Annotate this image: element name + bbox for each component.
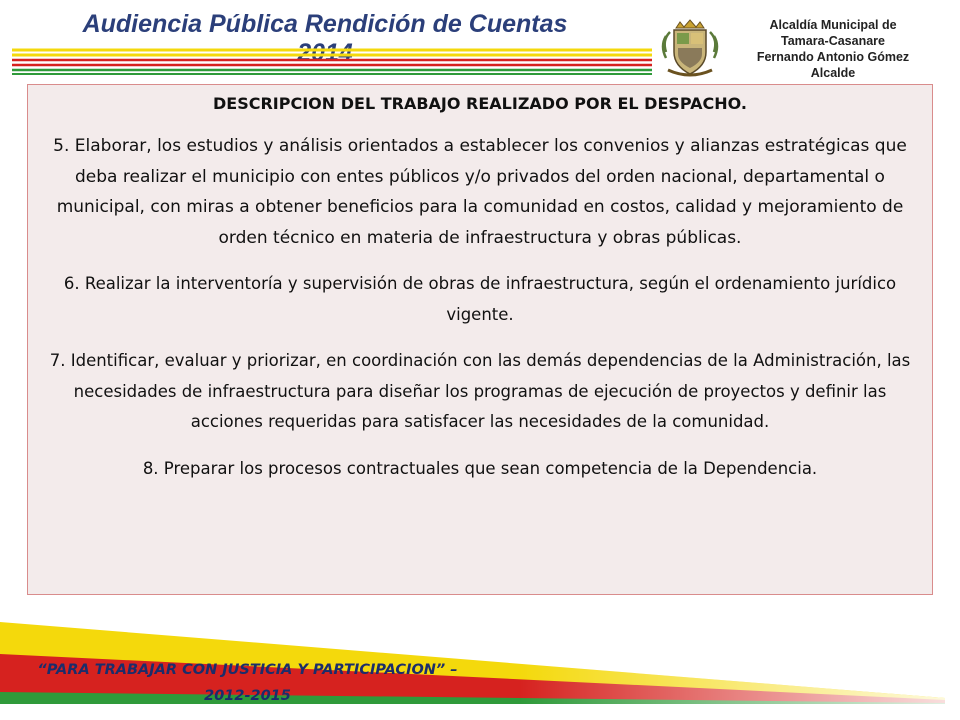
org-location-line: Tamara-Casanare: [781, 34, 885, 48]
org-name-line: Alcaldía Municipal de: [769, 18, 897, 32]
slogan-text: “PARA TRABAJAR CON JUSTICIA Y PARTICIPACION” –: [37, 662, 458, 678]
footer-slogan: [0, 657, 495, 709]
list-item: 5. Elaborar, los estudios y análisis orientados a establecer los convenios y alianzas estratégicas que deba realizar el municipio con entes públicos y/o privados del orden nacional, departamental o municipal, con miras a obtener beneficios para la comunidad en costos, calidad y mejoramiento de orden técnico en materia de infraestructura y obras públicas.: [53, 136, 907, 248]
presentation-title-text: Audiencia Pública Rendición de Cuentas: [82, 10, 568, 38]
presentation-year: 2014: [297, 39, 353, 67]
list-item: 8. Preparar los procesos contractuales que sean competencia de la Dependencia.: [142, 458, 818, 478]
municipal-coat-of-arms-icon: [658, 18, 722, 82]
mayor-title-line: Alcalde: [810, 66, 856, 80]
list-item: 6. Realizar la interventoría y supervisión de obras de infraestructura, según el ordenamiento jurídico vigente.: [63, 274, 897, 324]
slogan-years: 2012-2015: [204, 688, 291, 704]
header-stripes: [12, 48, 652, 76]
organization-block: [728, 17, 938, 81]
content-panel: [27, 84, 933, 595]
mayor-name-line: Fernando Antonio Gómez: [756, 50, 910, 64]
list-item: 7. Identificar, evaluar y priorizar, en coordinación con las demás dependencias de la Administración, las necesidades de infraestructura para diseñar los programas de ejecución de proyectos y definir las acciones requeridas para satisfacer las necesidades de la comunidad.: [49, 351, 911, 431]
content-heading: DESCRIPCION DEL TRABAJO REALIZADO POR EL DESPACHO.: [213, 94, 747, 113]
